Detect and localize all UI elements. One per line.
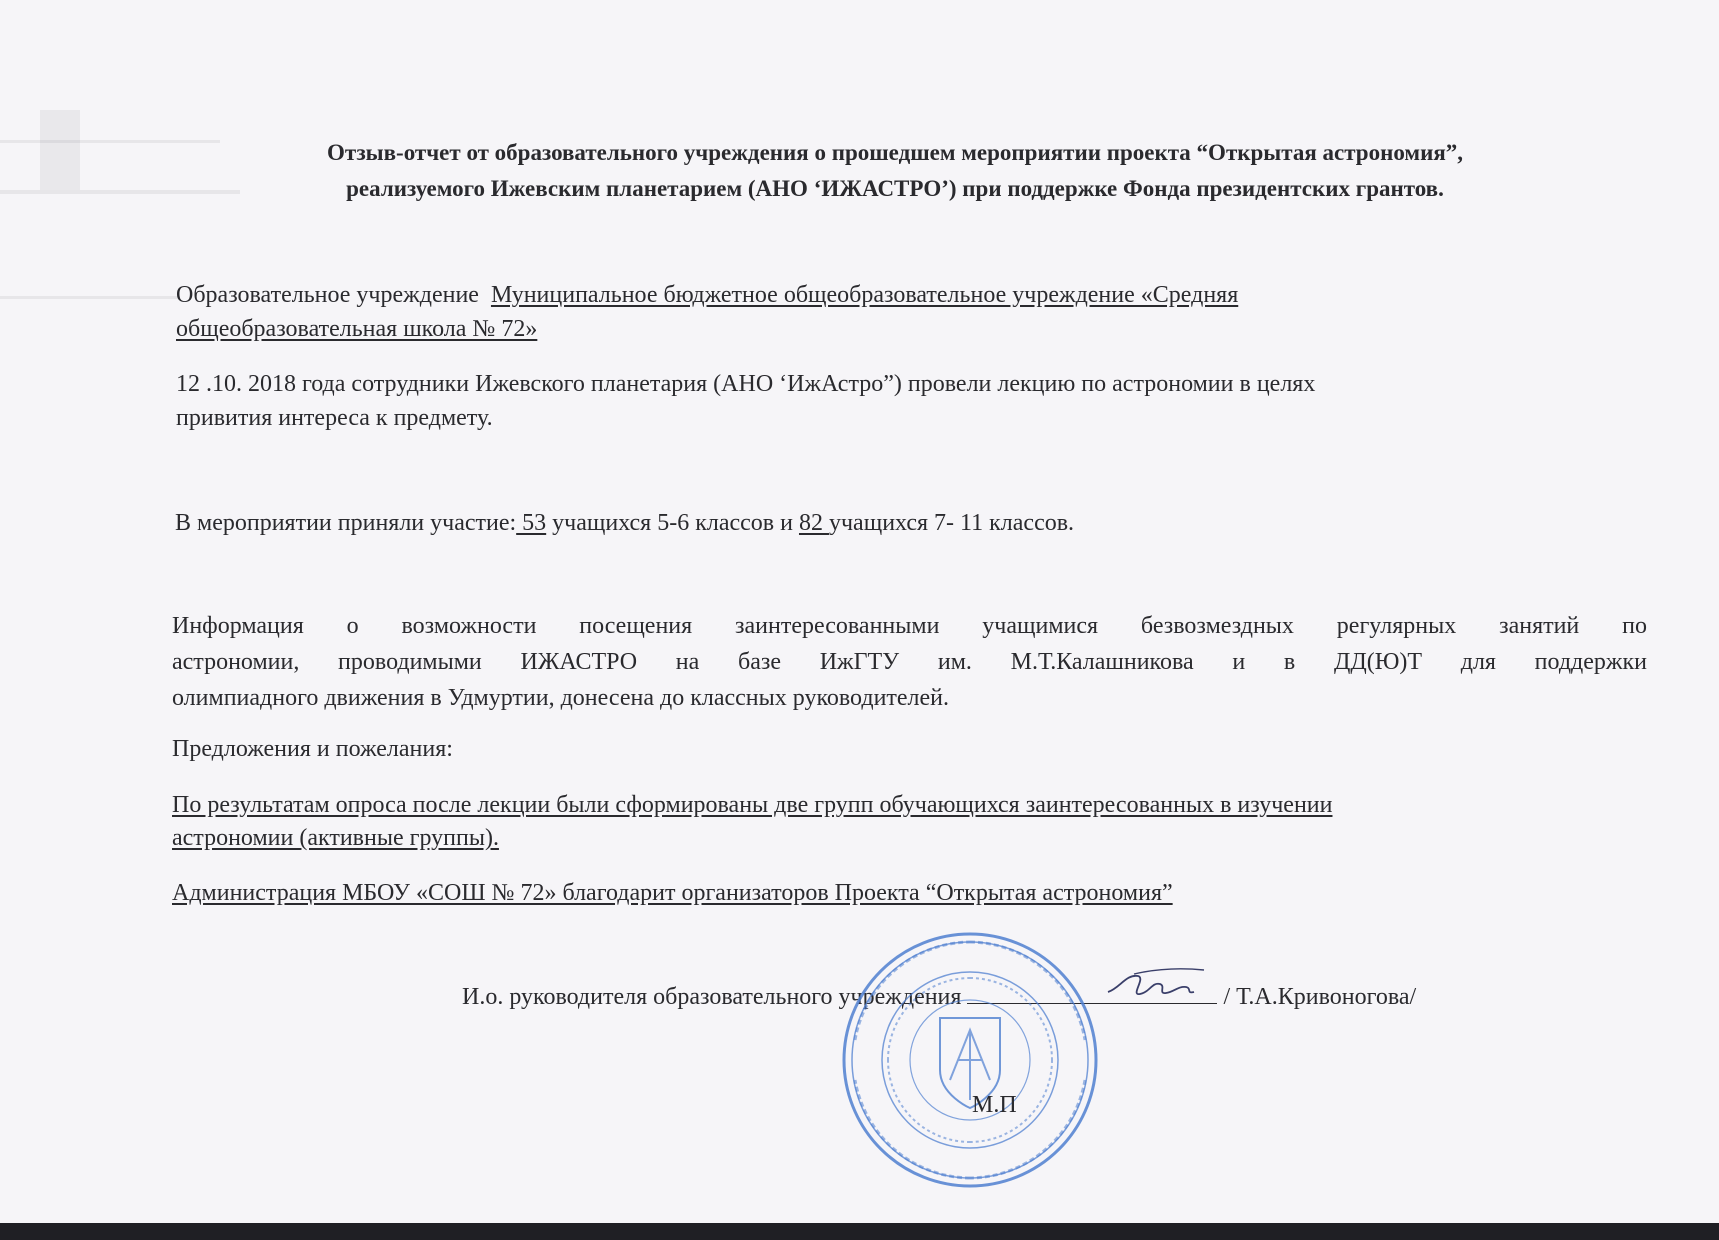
handwritten-signature [1100, 960, 1210, 1010]
scan-bottom-edge [0, 1223, 1719, 1240]
info-paragraph [172, 608, 1647, 716]
institution-row [176, 278, 1238, 312]
institution-name-cont: общеобразовательная школа № 72» [176, 316, 538, 342]
info-line-2: астрономии, проводимыми ИЖАСТРО на базе ИжГТУ им. М.Т.Калашникова и в ДД(Ю)Т для поддержки [172, 649, 1647, 675]
info-line-3: олимпиадного движения в Удмуртии, донесена до классных руководителей. [172, 685, 950, 711]
event-line-2: привития интереса к предмету. [176, 405, 493, 431]
gratitude-line: Администрация МБОУ «СОШ № 72» благодарит организаторов Проекта “Открытая астрономия” [172, 880, 1173, 906]
event-line-1: 12 .10. 2018 года сотрудники Ижевского планетария (АНО ‘ИжАстро”) провели лекцию по астрономии в целях [176, 371, 1316, 397]
institution-label: Образовательное учреждение [176, 282, 479, 308]
scan-artifact [40, 110, 80, 190]
signatory-role: И.о. руководителя образовательного учреждения [462, 984, 962, 1010]
signatory-name: / Т.А.Кривоногова/ [1223, 984, 1417, 1010]
participants-row [175, 506, 1074, 540]
participants-count-b: 82 [798, 510, 829, 536]
document-title [150, 135, 1640, 207]
participants-suffix: учащихся 7- 11 классов. [828, 510, 1075, 536]
participants-mid: учащихся 5-6 классов и [546, 510, 799, 536]
institution-name: Муниципальное бюджетное общеобразовательное учреждение «Средняя [490, 282, 1239, 308]
title-line-1: Отзыв-отчет от образовательного учреждения о прошедшем мероприятии проекта “Открытая астрономия”, [326, 140, 1464, 165]
title-line-2: реализуемого Ижевским планетарием (АНО ‘ИЖАСТРО’) при поддержке Фонда президентских грантов. [346, 176, 1444, 201]
scan-artifact [0, 296, 180, 299]
participants-prefix: В мероприятии приняли участие: [175, 510, 517, 536]
info-line-1: Информация о возможности посещения заинтересованными учащимися безвозмездных регулярных занятий по [172, 613, 1647, 639]
participants-count-a: 53 [516, 510, 547, 536]
proposal-line-1: По результатам опроса после лекции были сформированы две групп обучающихся заинтересованных в изучении [172, 792, 1333, 818]
official-seal [840, 930, 1100, 1190]
proposals-label: Предложения и пожелания: [172, 736, 453, 762]
stamp-place-label: М.П [972, 1092, 1017, 1118]
proposal-line-2: астрономии (активные группы). [172, 825, 499, 851]
